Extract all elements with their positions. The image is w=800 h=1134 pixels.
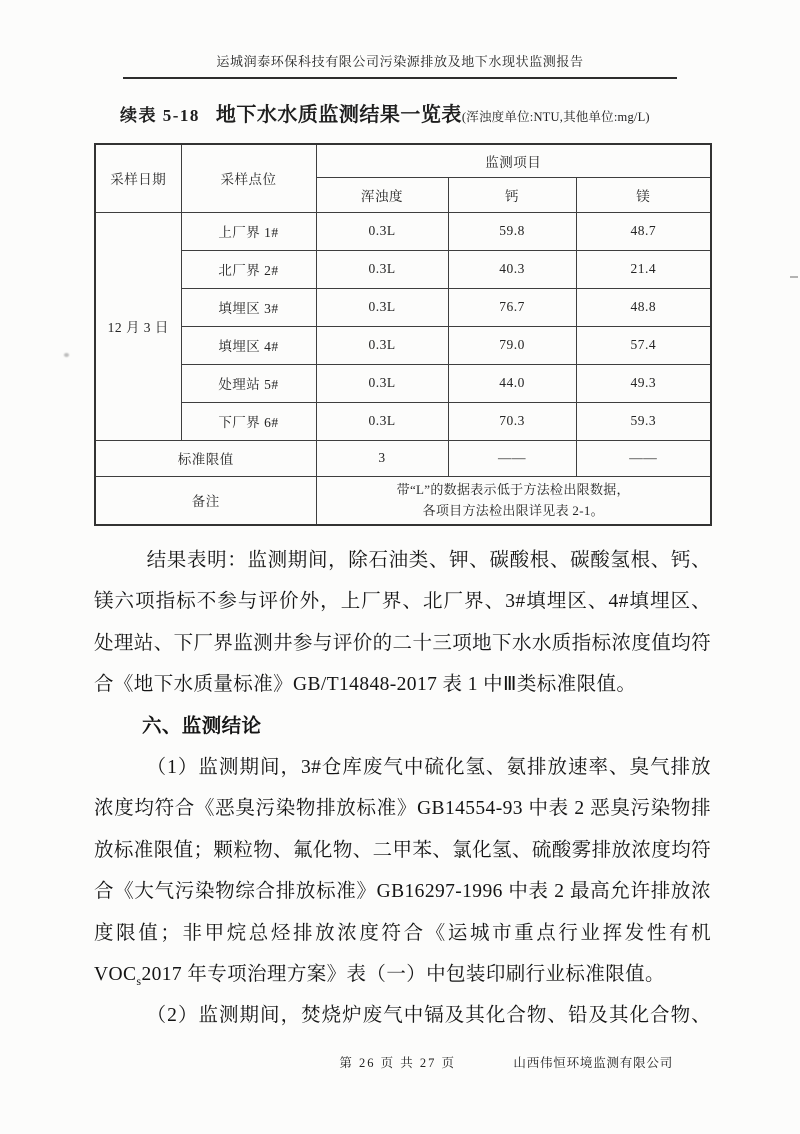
standard-limit-label: 标准限值 (95, 440, 316, 476)
result-paragraph: 结果表明：监测期间，除石油类、钾、碳酸根、碳酸氢根、钙、镁六项指标不参与评价外，上厂界、北厂界、3#填埋区、4#填埋区、处理站、下厂界监测井参与评价的二十三项地下水水质指标浓度值均符合《地下水质量标准》GB/T14848-2017 表 1 中Ⅲ类标准限值。 (94, 550, 711, 696)
turbidity-value: 0.3L (316, 250, 448, 288)
header-items-group: 监测项目 (316, 144, 711, 177)
magnesium-value: 48.8 (576, 288, 711, 326)
table-row (95, 288, 711, 326)
magnesium-limit: —— (576, 440, 711, 476)
sample-point-cell: 填埋区 3# (181, 288, 316, 326)
conclusion-paragraph-2: （2）监测期间，焚烧炉废气中镉及其化合物、铅及其化合物、 (146, 1005, 711, 1027)
sample-point-cell: 填埋区 4# (181, 326, 316, 364)
magnesium-value: 49.3 (576, 364, 711, 402)
header-turbidity: 浑浊度 (316, 177, 448, 212)
calcium-value: 59.8 (448, 212, 576, 250)
body-text (94, 540, 711, 1037)
header-divider (123, 77, 677, 79)
conclusion-1-text-cont: 2017 年专项治理方案》表（一）中包装印刷行业标准限值。 (141, 964, 665, 986)
header-sample-point: 采样点位 (181, 144, 316, 212)
turbidity-value: 0.3L (316, 364, 448, 402)
table-row (95, 250, 711, 288)
turbidity-value: 0.3L (316, 288, 448, 326)
table-unit-note: (浑浊度单位:NTU,其他单位:mg/L) (461, 110, 650, 124)
standard-limit-row (95, 440, 711, 476)
calcium-value: 79.0 (448, 326, 576, 364)
section-heading-conclusion: 六、监测结论 (142, 715, 262, 737)
remark-label: 备注 (95, 476, 316, 525)
table-row (95, 364, 711, 402)
remark-cell (316, 476, 711, 525)
scan-artifact-dot (64, 353, 69, 357)
table-number-label: 续表 5-18 (120, 106, 200, 125)
page-number: 第 26 页 共 27 页 (339, 1056, 456, 1070)
magnesium-value: 48.7 (576, 212, 711, 250)
sample-point-cell: 北厂界 2# (181, 250, 316, 288)
table-row (95, 212, 711, 250)
header-sample-date: 采样日期 (95, 144, 181, 212)
table-title-text: 地下水水质监测结果一览表 (215, 104, 462, 126)
turbidity-value: 0.3L (316, 402, 448, 440)
table-header-row-1 (95, 144, 711, 177)
voc-subscript: s (136, 973, 142, 988)
page-footer (0, 1053, 800, 1073)
footer-company-name: 山西伟恒环境监测有限公司 (513, 1056, 673, 1070)
remark-line-2: 各项目方法检出限详见表 2-1。 (422, 503, 604, 519)
remark-line-1: 带“L”的数据表示低于方法检出限数据， (396, 482, 630, 498)
remark-row (95, 476, 711, 525)
header-magnesium: 镁 (576, 177, 711, 212)
calcium-value: 76.7 (448, 288, 576, 326)
running-head: 运城润泰环保科技有限公司污染源排放及地下水现状监测报告 (216, 54, 584, 69)
conclusion-paragraph-1 (94, 747, 711, 995)
sample-point-cell: 处理站 5# (181, 364, 316, 402)
calcium-limit: —— (448, 440, 576, 476)
turbidity-value: 0.3L (316, 326, 448, 364)
magnesium-value: 21.4 (576, 250, 711, 288)
conclusion-1-text: （1）监测期间，3#仓库废气中硫化氢、氨排放速率、臭气排放浓度均符合《恶臭污染物排放标准》GB14554-93 中表 2 恶臭污染物排放标准限值；颗粒物、氟化物、二甲苯、氯化氢、硫酸雾排放浓度均符合《大气污染物综合排放标准》GB16297-1996 中表 2 最高允许排放浓度限值；非甲烷总烃排放浓度符合《运城市重点行业挥发性有机 VOC (94, 757, 711, 986)
calcium-value: 44.0 (448, 364, 576, 402)
sample-point-cell: 下厂界 6# (181, 402, 316, 440)
sample-point-cell: 上厂界 1# (181, 212, 316, 250)
table-title (120, 98, 650, 127)
groundwater-results-table (94, 143, 712, 526)
table-row (95, 402, 711, 440)
scan-artifact-dash (790, 276, 798, 278)
calcium-value: 70.3 (448, 402, 576, 440)
calcium-value: 40.3 (448, 250, 576, 288)
turbidity-value: 0.3L (316, 212, 448, 250)
magnesium-value: 59.3 (576, 402, 711, 440)
header-calcium: 钙 (448, 177, 576, 212)
turbidity-limit: 3 (316, 440, 448, 476)
magnesium-value: 57.4 (576, 326, 711, 364)
sample-date-cell: 12 月 3 日 (95, 212, 181, 440)
table-row (95, 326, 711, 364)
remark-text (317, 479, 711, 521)
